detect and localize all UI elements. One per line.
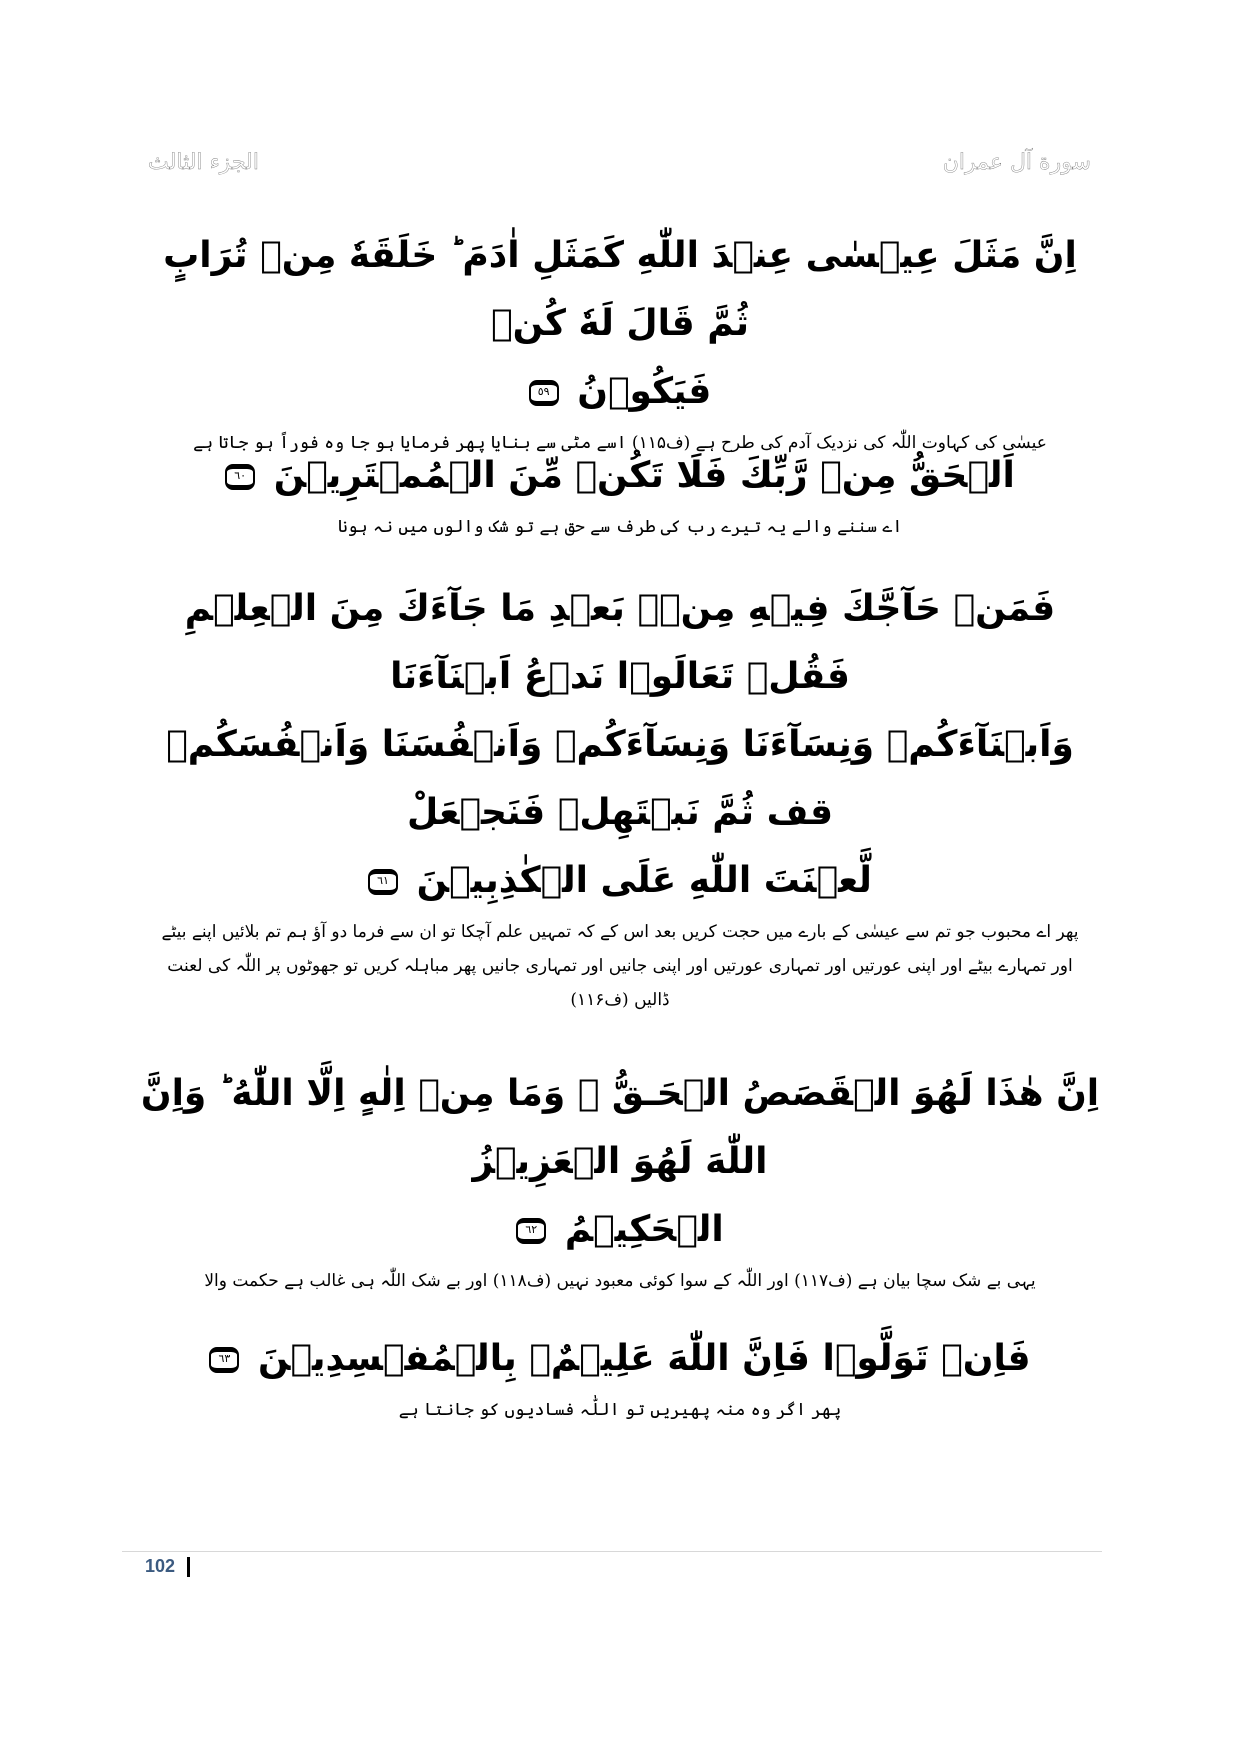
juz-title: الجزء الثالث (148, 150, 259, 175)
verse-translation: اے سننے والے یہ تیرے رب کی طرف سے حق ہے تو شک والوں میں نہ ہونا (337, 517, 903, 537)
verse-arabic-text: فَيَكُوۡنُ (577, 371, 712, 412)
verse-arabic-line (140, 442, 1100, 510)
ayah-number-marker: ٦١ (368, 869, 398, 895)
ayah-number-marker: ٦٢ (516, 1218, 546, 1244)
verse-59 (140, 222, 1100, 460)
verse-62 (140, 1060, 1100, 1298)
verse-translation: پھر اگر وہ منہ پھیریں تو اللّٰہ فسادیوں کو جانتا ہے (398, 1400, 842, 1420)
verse-translation: پھر اے محبوب جو تم سے عیسٰی کے بارے میں حجت کریں بعد اس کے کہ تمہیں علم آچکا تو ان سے فرما دو آؤ ہم تم بلائیں اپنے بیٹے (161, 922, 1079, 942)
verse-translation: عیسٰی کی کہاوت اللّٰہ کی نزدیک آدم کی طرح ہے (ف۱۱۵) اسے مٹی سے بنایا پھر فرمایا ہو جا وہ فوراً ہو جاتا ہے (193, 433, 1047, 453)
verse-arabic-line (140, 1325, 1100, 1393)
verse-63 (140, 1325, 1100, 1427)
verse-60 (140, 442, 1100, 544)
surah-title: سورة آل عمران (942, 150, 1091, 175)
verse-translation: اور تمہارے بیٹے اور اپنی عورتیں اور تمہاری عورتیں اور اپنی جانیں اور تمہاری جانیں پھر مباہلہ کریں تو جھوٹوں پر اللّٰہ کی لعنت (167, 956, 1073, 976)
ayah-number-marker: ٦٣ (209, 1347, 239, 1373)
verse-translation: یہی بے شک سچا بیان ہے (ف۱۱۷) اور اللّٰہ کے سوا کوئی معبود نہیں (ف۱۱۸) اور بے شک اللّٰہ ہی غالب ہے حکمت والا (204, 1271, 1036, 1291)
verse-translation: ڈالیں (ف۱۱۶) (570, 990, 670, 1010)
verse-arabic-text: الۡحَكِيۡمُ (564, 1209, 724, 1250)
verse-arabic-line: فَمَنۡ حَآجَّكَ فِيۡهِ مِنۡۢ بَعۡدِ مَا جَآءَكَ مِنَ الۡعِلۡمِ فَقُلۡ تَعَالَوۡا نَدۡعُ اَبۡنَآءَنَا (184, 588, 1056, 697)
verse-arabic-text: فَاِنۡ تَوَلَّوۡا فَاِنَّ اللّٰهَ عَلِيۡمٌۢ بِالۡمُفۡسِدِيۡنَ (257, 1338, 1031, 1379)
page-number: 102 (145, 1556, 176, 1576)
verse-arabic-line (140, 358, 1100, 426)
verse-arabic-text: لَّعۡنَتَ اللّٰهِ عَلَى الۡكٰذِبِيۡنَ (416, 860, 872, 901)
verse-arabic-text: اَلۡحَقُّ مِنۡ رَّبِّكَ فَلَا تَكُنۡ مِّنَ الۡمُمۡتَرِيۡنَ (273, 455, 1015, 496)
footer-divider (122, 1551, 1102, 1552)
verse-arabic-line (140, 1196, 1100, 1264)
verse-61 (140, 575, 1100, 1017)
verse-arabic-line (140, 847, 1100, 915)
page-number-separator (187, 1557, 190, 1577)
ayah-number-marker: ٥٩ (529, 380, 559, 406)
verse-arabic-line: اِنَّ هٰذَا لَهُوَ الۡقَصَصُ الۡحَـقُّ ۚ وَمَا مِنۡ اِلٰهٍ اِلَّا اللّٰهُ ؕ وَاِنَّ اللّٰهَ لَهُوَ الۡعَزِيۡزُ (140, 1073, 1100, 1182)
ayah-number-marker: ٦٠ (225, 464, 255, 490)
verse-arabic-line: اِنَّ مَثَلَ عِيۡسٰى عِنۡدَ اللّٰهِ كَمَثَلِ اٰدَمَ ؕ خَلَقَهٗ مِنۡ تُرَابٍ ثُمَّ قَالَ لَهٗ كُنۡ (163, 235, 1077, 344)
verse-arabic-line: وَاَبۡنَآءَكُمۡ وَنِسَآءَنَا وَنِسَآءَكُمۡ وَاَنۡفُسَنَا وَاَنۡفُسَكُمۡ قف ثُمَّ نَبۡتَهِلۡ فَنَجۡعَلْ (166, 724, 1074, 833)
